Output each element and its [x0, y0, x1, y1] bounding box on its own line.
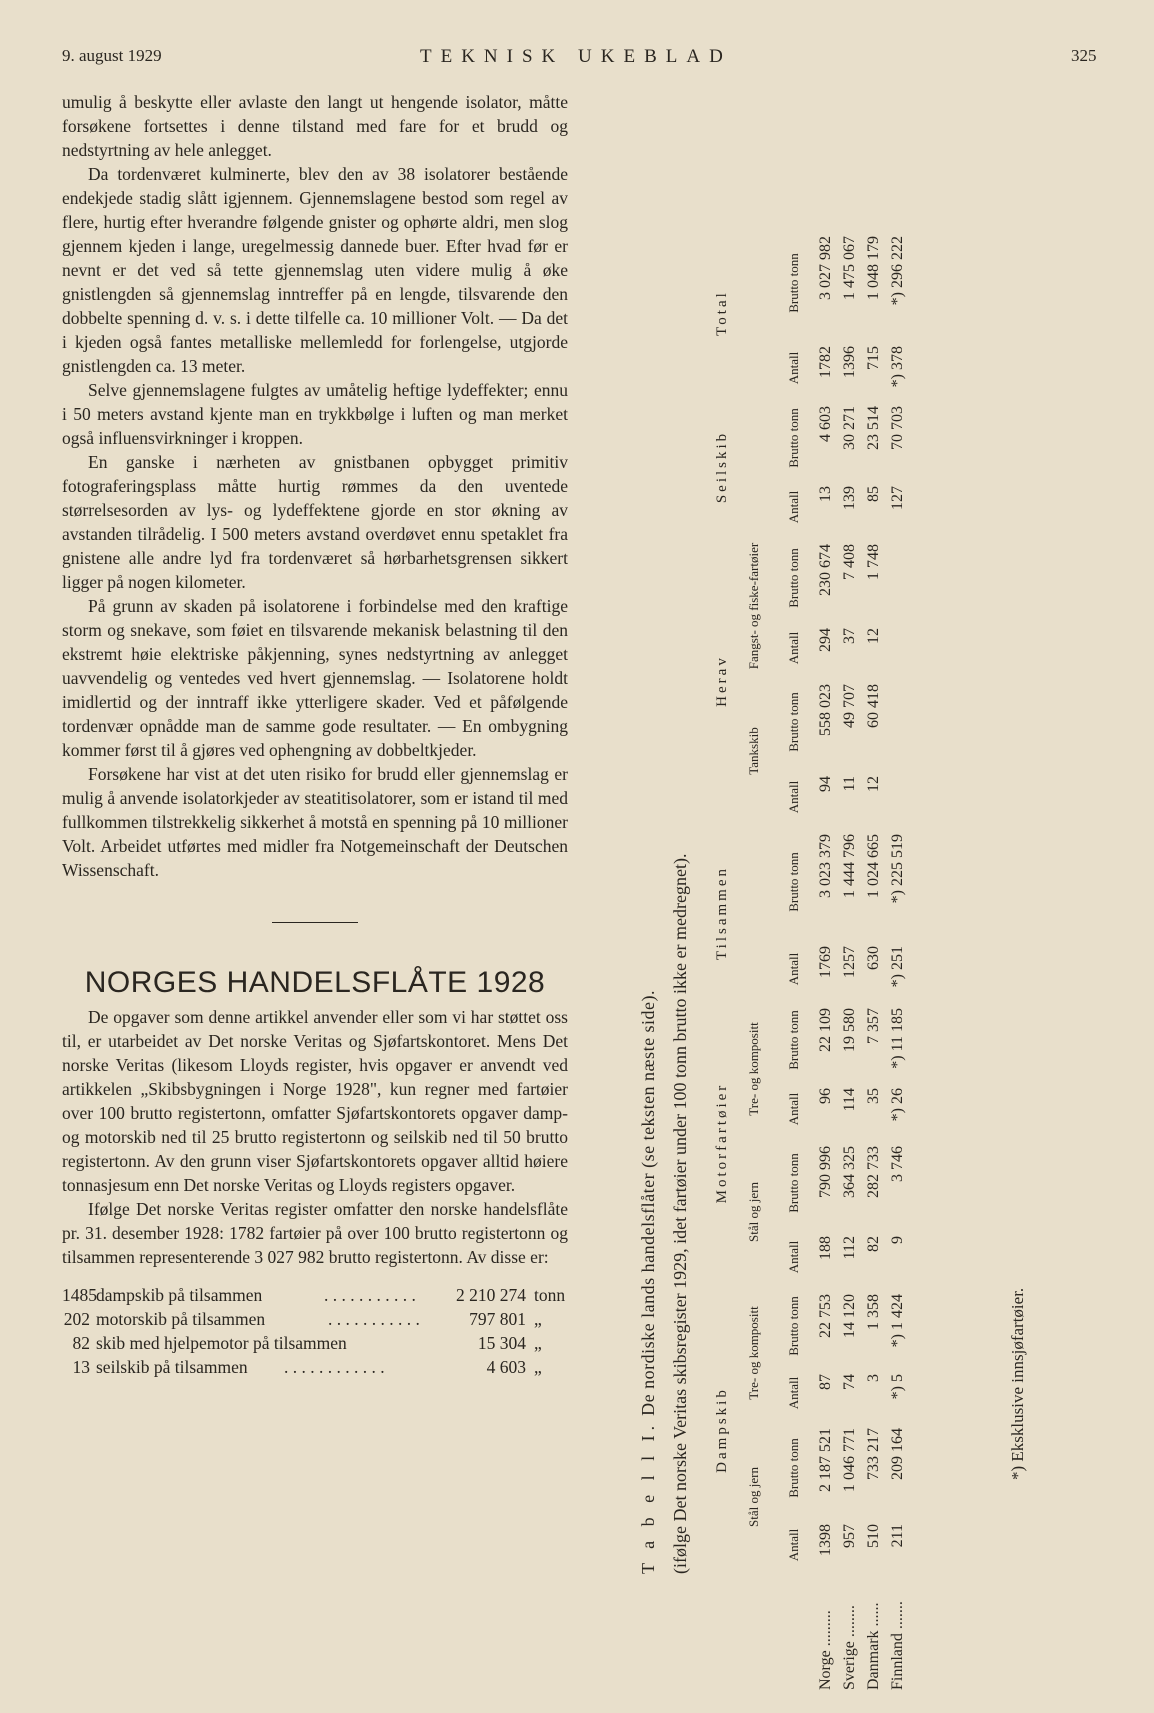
- table-cell: 14 120: [841, 1294, 858, 1338]
- table-cell: 13: [817, 486, 834, 502]
- text-column: [62, 90, 568, 1379]
- table-body: [814, 228, 910, 1690]
- table-row: [862, 228, 886, 1690]
- summary-row: 202 motorskib på tilsammen . . . . . . . . . . . 797 801 „: [63, 1309, 542, 1329]
- table-cell: 87: [817, 1374, 834, 1390]
- table-cell: 1398: [817, 1524, 834, 1556]
- table-cell: 7 357: [865, 1008, 882, 1044]
- table-cell: 1782: [817, 346, 834, 378]
- article-paragraph: Selve gjennemslagene fulgtes av umåtelig heftige lydeffekter; ennu i 50 meters avstand kjente man en trykkbølge i luften og man merket også influensvirkninger i kroppen.: [62, 380, 568, 448]
- table-cell: 957: [841, 1524, 858, 1548]
- table-cell: 733 217: [865, 1428, 882, 1480]
- table-cell: *) 5: [889, 1374, 906, 1400]
- table-cell: 11: [841, 776, 858, 792]
- rotated-table-area: [630, 90, 1030, 1690]
- table-cell: 188: [817, 1236, 834, 1260]
- table-cell: *) 26: [889, 1088, 906, 1122]
- section-paragraph: De opgaver som denne artikkel anvender eller som vi har støttet oss til, er utarbeidet av Det norske Veritas og Sjøfartskontoret. Mens Det norske Veritas (likesom Lloyds register, hvis opgaver er anvendt ved artikkelen „Skibsbygningen i Norge 1928", kun regner med fartøier over 100 brutto registertonn, omfatter Sjøfartskontorets opgaver damp- og motorskib ned til 25 brutto registertonn og seilskib ned til 50 brutto registertonn. Av den grunn viser Sjøfartskontorets opgaver alltid høiere tonnasjesum enn Det norske Veritas og Lloyds registers opgaver.: [62, 1007, 568, 1195]
- table-cell: 3 027 982: [817, 236, 834, 300]
- table-row: [814, 228, 838, 1690]
- table-cell: 127: [889, 486, 906, 510]
- table-cell: 85: [865, 486, 882, 502]
- section-heading: NORGES HANDELSFLÅTE 1928: [84, 966, 546, 999]
- table-cell: 96: [817, 1088, 834, 1104]
- table-cell: [886, 768, 910, 826]
- article-paragraph: På grunn av skaden på isolatorene i forbindelse med den kraftige storm og snekave, som føiet en tilsvarende mekanisk belastning til den ekstremt høie elektriske påkjenning, synes nedstyrtning av anlegget uavvendelig og ventedes ved hvert gjennemslag. — Isolatorene holdt imidlertid og der inntraff ikke ytterligere skader. Ved et påfølgende tordenvær opnådde man de samme gode resultater. — En ombygning kommer først til å gjøres ved ophengning av dobbeltkjeder.: [62, 596, 568, 760]
- table-cell: 1 046 771: [841, 1428, 858, 1492]
- table-cell: 22 753: [817, 1294, 834, 1338]
- table-cell: 1 748: [865, 544, 882, 580]
- table-cell: *) 378: [889, 346, 906, 388]
- fleet-data-table: [710, 228, 910, 1690]
- table-cell: 1 358: [865, 1294, 882, 1330]
- table-cell: 12: [865, 628, 882, 644]
- table-cell: 790 996: [817, 1146, 834, 1198]
- journal-title: TEKNISK UKEBLAD: [420, 46, 732, 67]
- table-cell: 4 603: [817, 406, 834, 442]
- table-cell: 364 325: [841, 1146, 858, 1198]
- table-cell: 114: [841, 1088, 858, 1112]
- table-cell: [886, 620, 910, 676]
- country-cell: Sverige ........: [841, 1605, 858, 1690]
- table-cell: *) 251: [889, 946, 906, 988]
- table-cell: 139: [841, 486, 858, 510]
- table-cell: 1769: [817, 946, 834, 978]
- table-footnote: *) Eksklusive innsjøfartøier.: [1008, 1287, 1027, 1480]
- page-header: [0, 46, 1154, 76]
- table-cell: 74: [841, 1374, 858, 1390]
- table-cell: *) 296 222: [889, 236, 906, 306]
- table-cell: 282 733: [865, 1146, 882, 1198]
- section-divider: [272, 922, 358, 923]
- table-row: [838, 228, 862, 1690]
- fleet-table: [630, 90, 1030, 1690]
- table-cell: 70 703: [889, 406, 906, 450]
- table-cell: 3: [865, 1374, 882, 1382]
- table-cell: 715: [865, 346, 882, 370]
- table-cell: 1 024 665: [865, 834, 882, 898]
- article-paragraph: Forsøkene har vist at det uten risiko for brudd eller gjennemslag er mulig å anvende isolatorkjeder av steatitisolatorer, som er istand til med fullkommen tilstrekkelig sikkerhet å motstå en spenning på 10 millioner Volt. Arbeidet utførtes med midler fra Notgemeinschaft der Deutschen Wissenschaft.: [62, 764, 568, 880]
- summary-row: 13 seilskib på tilsammen . . . . . . . . . . . . 4 603 „: [72, 1357, 542, 1377]
- table-cell: 1396: [841, 346, 858, 378]
- table-cell: 60 418: [865, 684, 882, 728]
- table-cell: 12: [865, 776, 882, 792]
- table-cell: *) 11 185: [889, 1008, 906, 1069]
- table-cell: 211: [889, 1524, 906, 1548]
- table-cell: *) 1 424: [889, 1294, 906, 1348]
- table-cell: 558 023: [817, 684, 834, 736]
- article-paragraph: En ganske i nærheten av gnistbanen opbygget primitiv fotograferingsplass måtte hurtig rømmes da den uventede størrelsesorden av lys- og lydeffektene gjorde en stor økning av avstanden tilrådelig. I 500 meters avstand overdøvet ennu spetaklet fra gnistene alle andre lyd fra tordenværet så hørbarhetsgrensen sikkert ligger på nogen kilometer.: [62, 452, 568, 592]
- table-cell: 112: [841, 1236, 858, 1260]
- table-unit-row: Antall Brutto tonn Antall Brutto tonn Antall Brutto tonn Antall Brutto tonn Antall Brutto tonn Antall Brutto tonn Antall Brutto tonn Antall Brutto tonn Antall Brutto tonn: [786, 253, 801, 1562]
- table-cell: 1 048 179: [865, 236, 882, 300]
- table-cell: 9: [889, 1236, 906, 1244]
- page-number: 325: [1071, 46, 1097, 65]
- fleet-summary: [62, 1283, 568, 1379]
- table-cell: 49 707: [841, 684, 858, 728]
- issue-date: 9. august 1929: [62, 46, 162, 65]
- country-cell: Norge .........: [817, 1610, 834, 1690]
- table-cell: 630: [865, 946, 882, 970]
- table-cell: 510: [865, 1524, 882, 1548]
- table-cell: 30 271: [841, 406, 858, 450]
- table-cell: 22 109: [817, 1008, 834, 1052]
- table-cell: 2 187 521: [817, 1428, 834, 1492]
- table-cell: *) 225 519: [889, 834, 906, 904]
- table-subgroup-row: Stål og jern Tre- og kompositt Stål og jern Tre- og kompositt Tankskib Fangst- og fiske-fartøier: [746, 542, 761, 1527]
- table-caption: T a b e l l I. De nordiske lands handelsflåter (se teksten næste side).: [638, 989, 658, 1574]
- table-cell: 23 514: [865, 406, 882, 450]
- country-cell: Danmark ......: [865, 1602, 882, 1690]
- table-cell: 209 164: [889, 1428, 906, 1480]
- table-cell: 7 408: [841, 544, 858, 580]
- table-cell: 35: [865, 1088, 882, 1104]
- table-cell: 82: [865, 1236, 882, 1252]
- summary-row: 82 skib med hjelpemotor på tilsammen 15 304 „: [72, 1333, 542, 1353]
- table-cell: 1257: [841, 946, 858, 978]
- table-cell: 1 475 067: [841, 236, 858, 300]
- table-subcaption: (ifølge Det norske Veritas skibsregister 1929, idet fartøier under 100 tonn brutto ikke er medregnet).: [670, 853, 690, 1574]
- table-cell: 19 580: [841, 1008, 858, 1052]
- table-cell: 94: [817, 776, 834, 792]
- table-cell: 3 023 379: [817, 834, 834, 898]
- table-cell: 294: [817, 628, 834, 652]
- table-group-row: Dampskib Motorfartøier Tilsammen Herav Seilskib Total: [713, 290, 730, 1473]
- article-paragraph: Da tordenværet kulminerte, blev den av 38 isolatorer bestående endekjede stadig slått igjennem. Gjennemslagene bestod som regel av flere, hurtig efter hverandre følgende gnister og ophørte aldri, men slog gjennem kjeden i lange, uregelmessig dannede buer. Efter hvad før er nevnt er det ved så tette gjennemslag uten videre mulig å øke gnistlengden så gjennemslag inntreffer på en lengde, tilsvarende den dobbelte spenning d. v. s. i dette tilfelle ca. 10 millioner Volt. — Da det i kjeden også fantes metalliske mellemledd for forlengelse, utgjorde gnistlengden ca. 13 meter.: [62, 164, 568, 376]
- section-paragraph: Ifølge Det norske Veritas register omfatter den norske handelsflåte pr. 31. desember 1928: 1782 fartøier på over 100 brutto registertonn og tilsammen representerende 3 027 982 brutto registertonn. Av disse er:: [62, 1199, 568, 1267]
- table-cell: 230 674: [817, 544, 834, 596]
- country-cell: Finnland .......: [889, 1601, 906, 1690]
- table-cell: [886, 536, 910, 620]
- summary-row: 1485 dampskib på tilsammen . . . . . . . . . . . 2 210 274 tonn: [62, 1285, 566, 1305]
- table-cell: 3 746: [889, 1146, 906, 1182]
- table-cell: 37: [841, 628, 858, 644]
- article-paragraph: umulig å beskytte eller avlaste den langt ut hengende isolator, måtte forsøkene fortsettes i denne tilstand med fare for et brudd og nedstyrtning av hele anlegget.: [62, 92, 568, 160]
- table-row: [886, 228, 910, 1690]
- table-cell: 1 444 796: [841, 834, 858, 898]
- table-cell: [886, 676, 910, 768]
